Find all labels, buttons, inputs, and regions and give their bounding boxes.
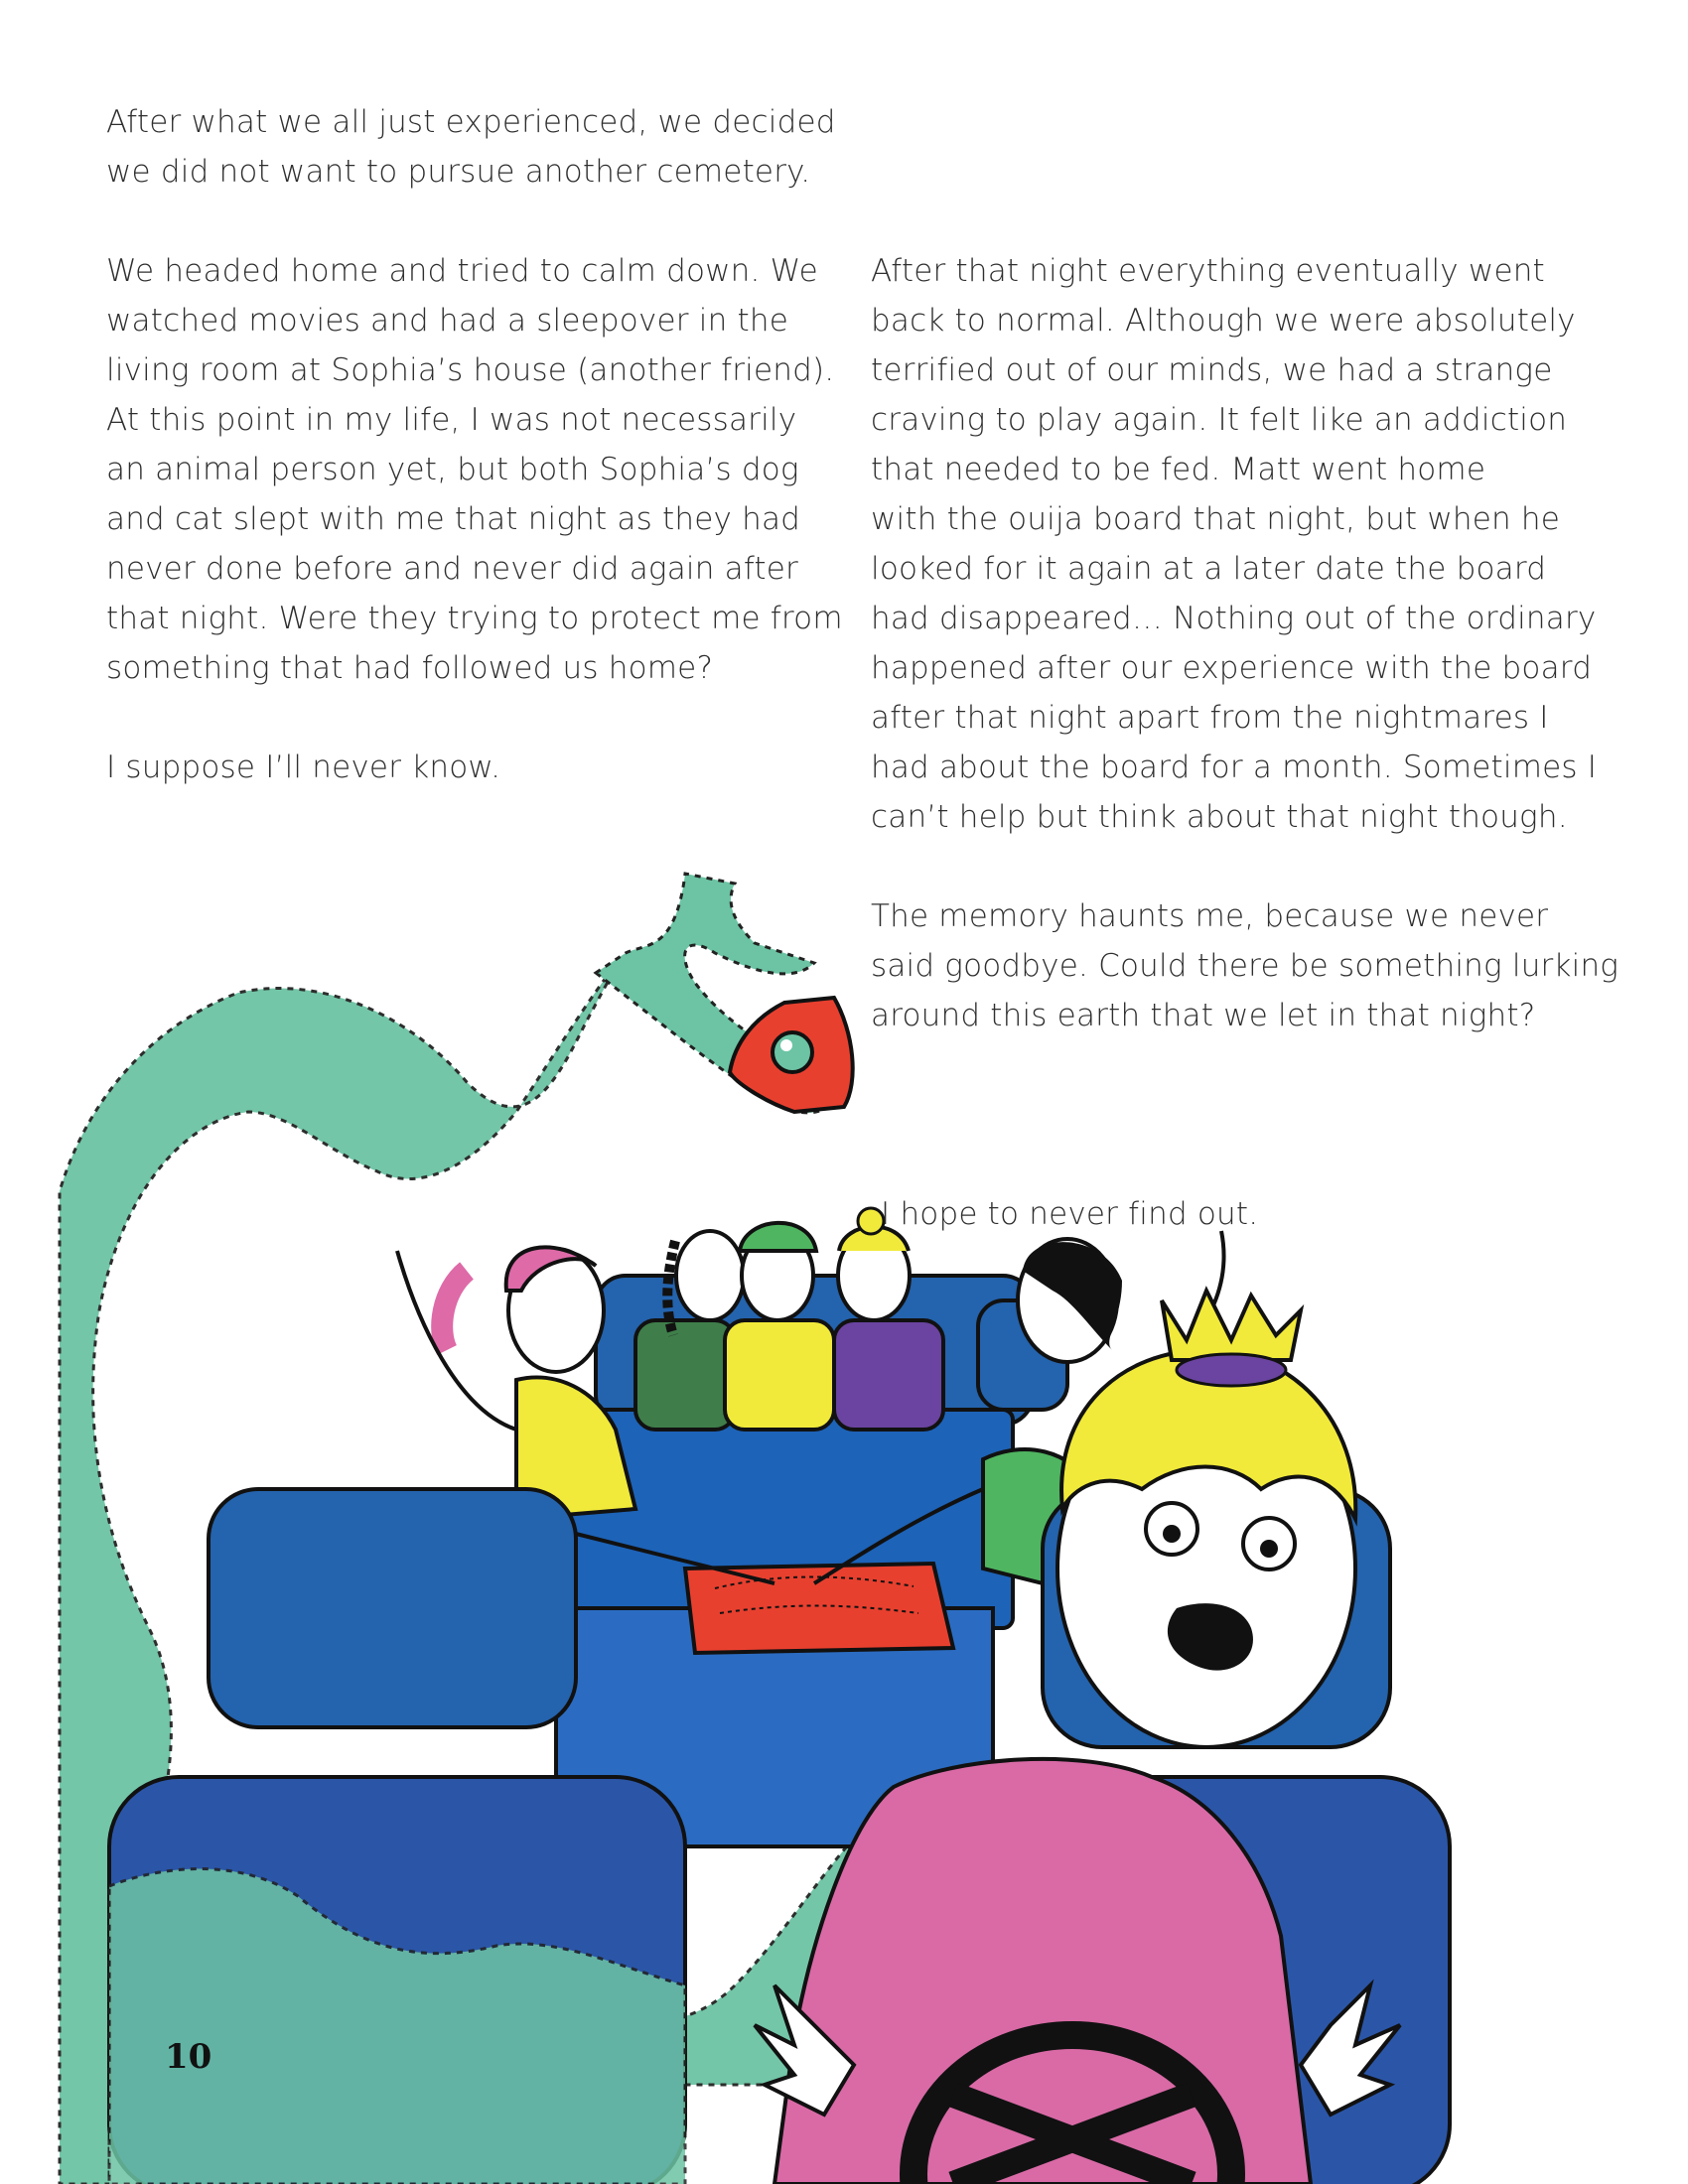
text-line: looked for it again at a later date the board xyxy=(871,551,1547,587)
right-paragraph-3 xyxy=(871,1090,1586,1338)
right-paragraph-2 xyxy=(871,891,1619,1040)
text-line: we did not want to pursue another cemetery. xyxy=(106,154,811,190)
text-line: around this earth that we let in that night? xyxy=(871,998,1536,1033)
text-line: back to normal. Although we were absolutely xyxy=(871,303,1576,339)
right-text-column xyxy=(871,246,1619,1388)
text-line: After that night everything eventually went xyxy=(871,253,1545,289)
text-line: that needed to be fed. Matt went home xyxy=(871,452,1486,487)
text-line: craving to play again. It felt like an addiction xyxy=(871,402,1568,438)
text-line: an animal person yet, but both Sophia’s dog xyxy=(106,452,799,487)
text-line: had disappeared… Nothing out of the ordinary xyxy=(871,601,1597,636)
text-line: After what we all just experienced, we decided xyxy=(106,104,836,140)
ouija-board-icon xyxy=(685,1564,953,1653)
text-line: happened after our experience with the board xyxy=(871,650,1593,686)
text-line: and cat slept with me that night as they had xyxy=(106,501,801,537)
text-line: I suppose I’ll never know. xyxy=(106,750,501,785)
left-text-column xyxy=(106,97,843,842)
text-line: living room at Sophia’s house (another friend). xyxy=(106,352,835,388)
text-line: can’t help but think about that night though. xyxy=(871,799,1568,835)
text-line: had about the board for a month. Sometimes I xyxy=(871,750,1598,785)
text-line: terrified out of our minds, we had a strange xyxy=(871,352,1553,388)
text-line: The memory haunts me, because we never xyxy=(871,898,1549,934)
left-paragraph-1 xyxy=(106,97,836,197)
text-line: after that night apart from the nightmares I xyxy=(871,700,1549,736)
text-line: never done before and never did again after xyxy=(106,551,798,587)
text-line: We headed home and tried to calm down. We xyxy=(106,253,818,289)
text-line: watched movies and had a sleepover in the xyxy=(106,303,788,339)
page-number: 10 xyxy=(165,2037,212,2077)
text-line: that night. Were they trying to protect me from xyxy=(106,601,843,636)
text-line: At this point in my life, I was not necessarily xyxy=(106,402,797,438)
text-line: said goodbye. Could there be something lurking xyxy=(871,948,1619,984)
text-line: I hope to never find out. xyxy=(871,1196,1259,1232)
left-paragraph-2 xyxy=(106,246,843,693)
planchette-icon xyxy=(730,998,853,1112)
right-paragraph-1 xyxy=(871,246,1598,842)
text-line: something that had followed us home? xyxy=(106,650,714,686)
text-line: with the ouija board that night, but when he xyxy=(871,501,1561,537)
front-left-headrest xyxy=(209,1489,576,1727)
left-paragraph-3 xyxy=(106,743,821,792)
